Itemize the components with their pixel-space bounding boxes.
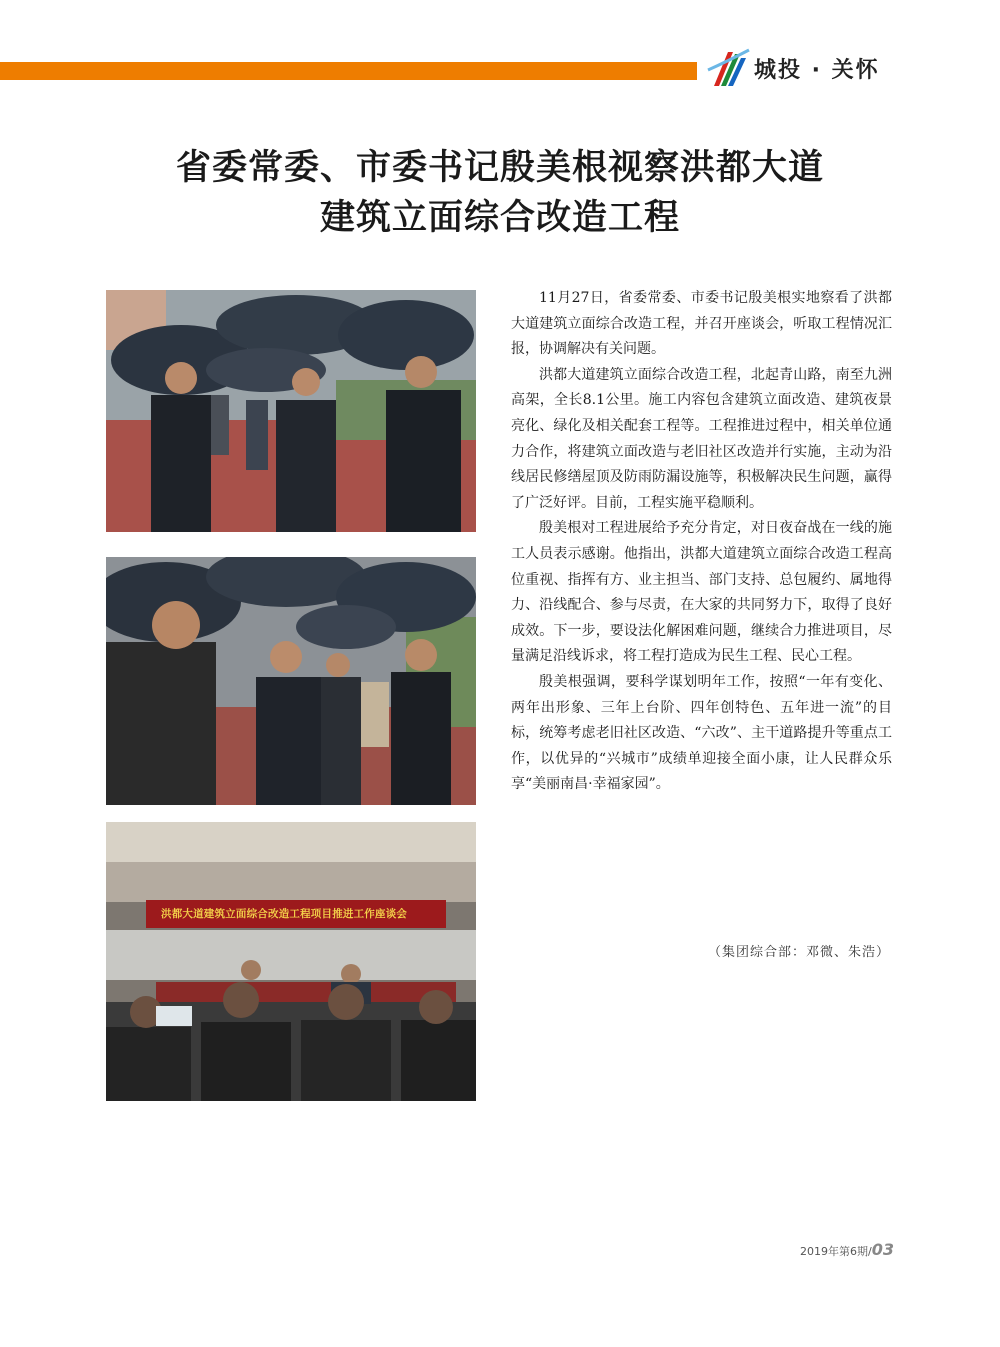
photo-inspection-1 — [106, 290, 476, 532]
article-body — [511, 286, 892, 798]
page-number: 03 — [871, 1240, 894, 1259]
city-investment-logo-icon — [706, 48, 750, 88]
paragraph-1: 11月27日，省委常委、市委书记殷美根实地察看了洪都大道建筑立面综合改造工程，并召开座谈会，听取工程情况汇报，协调解决有关问题。 — [511, 290, 892, 358]
issue-label: 2019年第6期/ — [800, 1245, 872, 1258]
photo-inspection-2 — [106, 557, 476, 805]
title-line-1: 省委常委、市委书记殷美根视察洪都大道 — [175, 148, 824, 188]
article-title — [0, 143, 1000, 243]
section-label: 城投 · 关怀 — [754, 58, 880, 83]
header-accent-bar — [0, 62, 697, 80]
paragraph-3: 殷美根对工程进展给予充分肯定，对日夜奋战在一线的施工人员表示感谢。他指出，洪都大道建筑立面综合改造工程高位重视、指挥有方、业主担当、部门支持、总包履约、属地得力、沿线配合、参与尽责，在大家的共同努力下，取得了良好成效。下一步，要设法化解困难问题，继续合力推进项目，尽量满足沿线诉求，将工程打造成为民生工程、民心工程。 — [511, 520, 892, 665]
article-credit: （集团综合部：邓微、朱浩） — [707, 945, 890, 960]
paragraph-4: 殷美根强调，要科学谋划明年工作，按照“一年有变化、两年出形象、三年上台阶、四年创特色、五年进一流”的目标，统筹考虑老旧社区改造、“六改”、主干道路提升等重点工作，以优异的“兴城市”成绩单迎接全面小康，让人民群众乐享“美丽南昌·幸福家园”。 — [511, 673, 892, 793]
title-line-2: 建筑立面综合改造工程 — [319, 198, 680, 238]
meeting-banner-text: 洪都大道建筑立面综合改造工程项目推进工作座谈会 — [161, 908, 408, 920]
paragraph-2: 洪都大道建筑立面综合改造工程，北起青山路，南至九洲高架，全长8.1公里。施工内容包含建筑立面改造、建筑夜景亮化、绿化及相关配套工程等。工程推进过程中，相关单位通力合作，将建筑立面改造与老旧社区改造并行实施，主动为沿线居民修缮屋顶及防雨防漏设施等，积极解决民生问题，赢得了广泛好评。目前，工程实施平稳顺利。 — [511, 366, 892, 511]
page-folio — [790, 1240, 894, 1262]
photo-meeting — [106, 822, 476, 1101]
